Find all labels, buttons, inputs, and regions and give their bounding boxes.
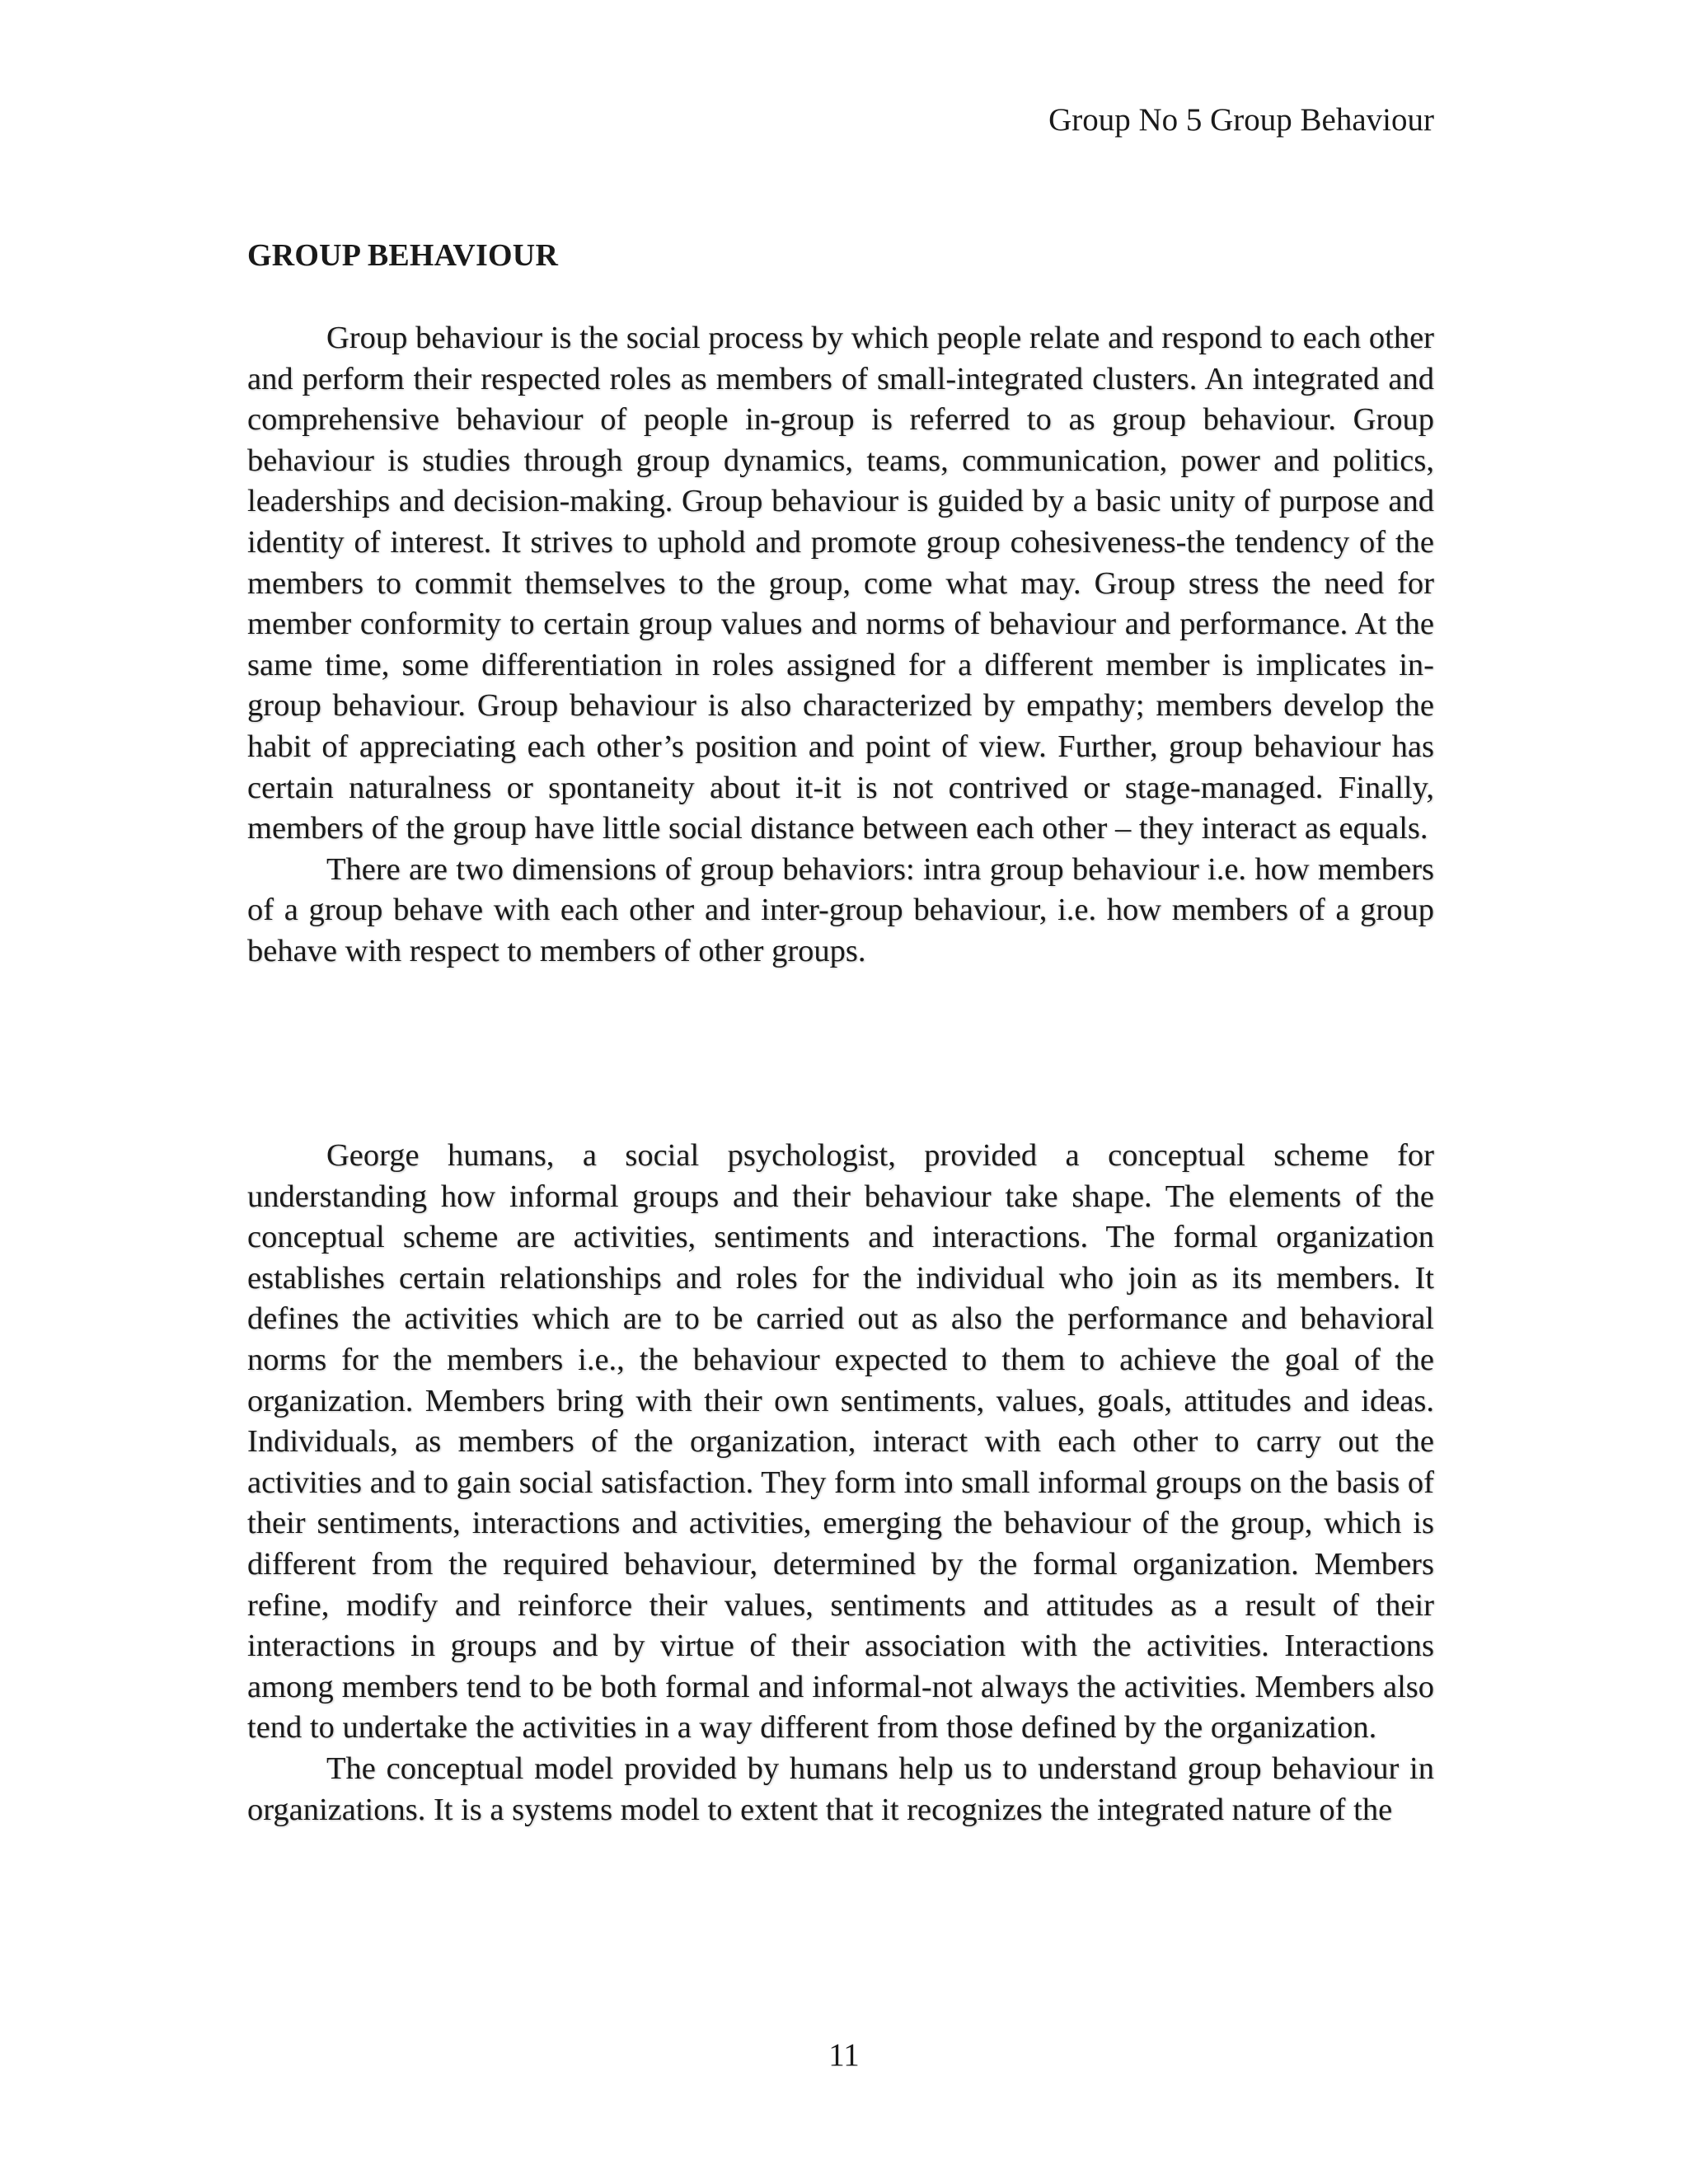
paragraph-definition: Group behaviour is the social process by which people relate and respond to each other and perform their respected roles as members of small-integrated clusters. An integrated and comprehensive behaviour of people in-group is referred to as group behaviour. Group behaviour is studies through group dynamics, teams, communication, power and politics, leaderships and decision-making. Group behaviour is guided by a basic unity of purpose and identity of interest. It strives to uphold and promote group cohesiveness-the tendency of the members to commit themselves to the group, come what may. Group stress the need for member conformity to certain group values and norms of behaviour and performance. At the same time, some differentiation in roles assigned for a different member is implicates in-group behaviour. Group behaviour is also characterized by empathy; members develop the habit of appreciating each other’s position and point of view. Further, group behaviour has certain naturalness or spontaneity about it-it is not contrived or stage-managed. Finally, members of the group have little social distance between each other – they interact as equals. — [247, 321, 1434, 846]
running-header: Group No 5 Group Behaviour — [1048, 102, 1434, 138]
paragraph-conceptual-scheme: George humans, a social psychologist, provided a conceptual scheme for understanding how informal groups and their behaviour take shape. The elements of the conceptual scheme are activities, sentiments and interactions. The formal organization establishes certain relationships and roles for the individual who join as its members. It defines the activities which are to be carried out as also the performance and behavioral norms for the members i.e., the behaviour expected to them to achieve the goal of the organization. Members bring with their own sentiments, values, goals, attitudes and ideas. Individuals, as members of the organization, interact with each other to carry out the activities and to gain social satisfaction. They form into small informal groups on the basis of their sentiments, interactions and activities, emerging the behaviour of the group, which is different from the required behaviour, determined by the formal organization. Members refine, modify and reinforce their values, sentiments and attitudes as a result of their interactions in groups and by virtue of their association with the activities. Interactions among members tend to be both formal and informal-not always the activities. Members also tend to undertake the activities in a way different from those defined by the organization. — [247, 1138, 1434, 1746]
body-text-block-1 — [247, 318, 1434, 972]
paragraph-conceptual-model: The conceptual model provided by humans help us to understand group behaviour in organizations. It is a systems model to extent that it recognizes the integrated nature of the — [247, 1750, 1434, 1827]
body-text-block-2 — [247, 1136, 1434, 1830]
page-number: 11 — [828, 2037, 860, 2073]
paragraph-dimensions: There are two dimensions of group behaviors: intra group behaviour i.e. how members of a group behave with each other and inter-group behaviour, i.e. how members of a group behave with respect to members of other groups. — [247, 851, 1434, 968]
section-title: GROUP BEHAVIOUR — [247, 238, 559, 273]
